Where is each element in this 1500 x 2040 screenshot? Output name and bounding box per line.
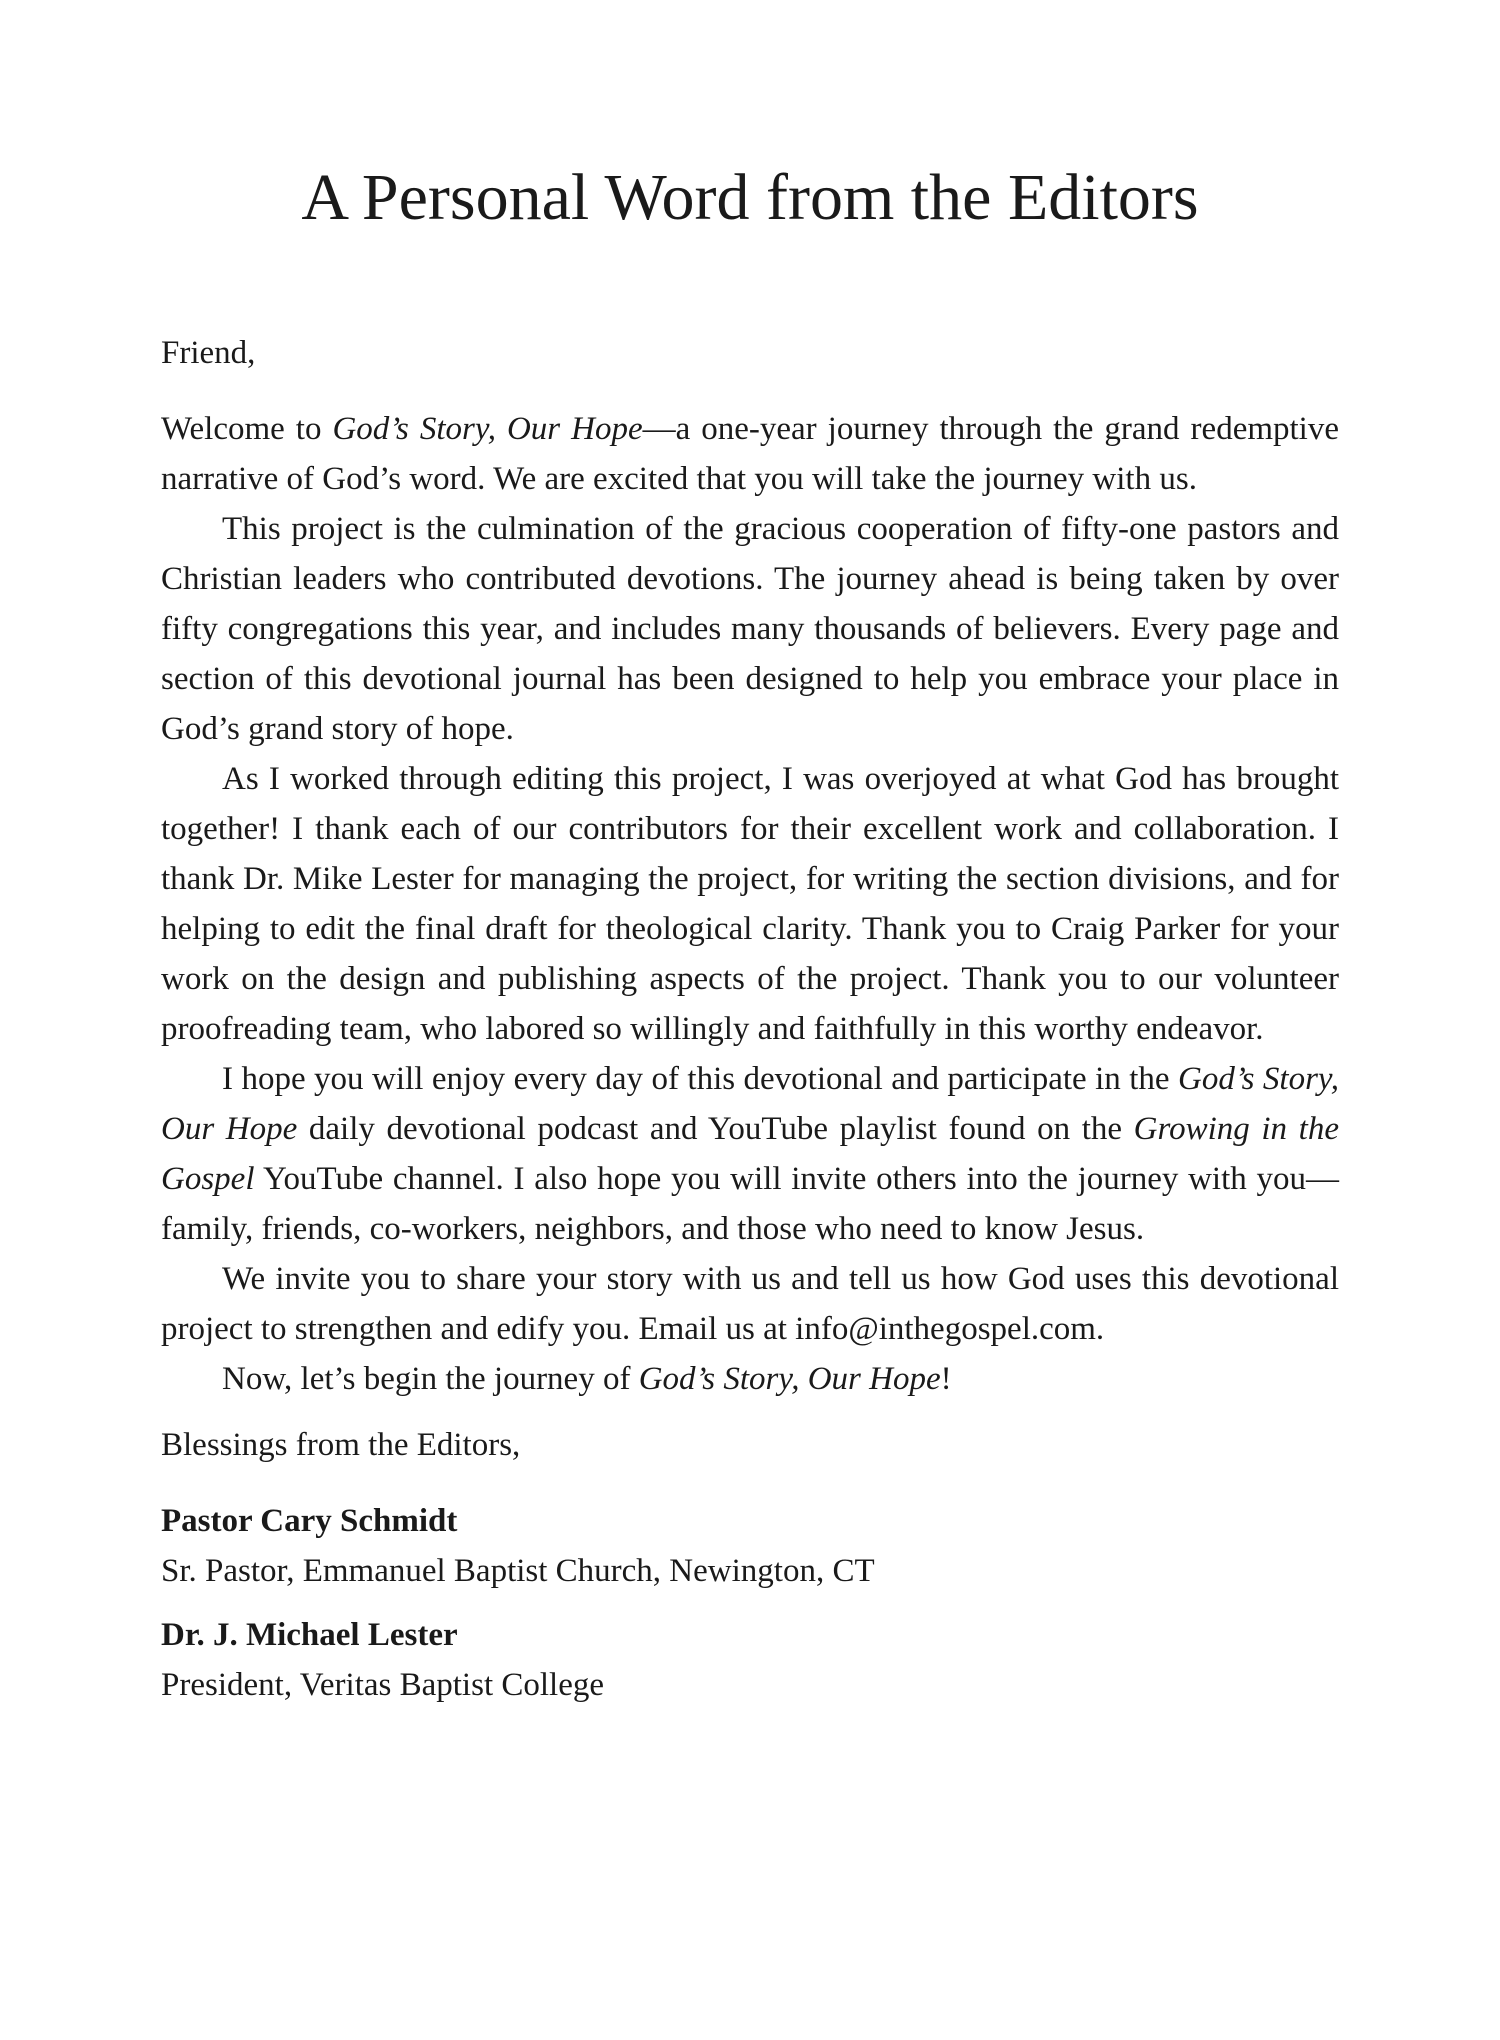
paragraph-begin-text-a: Now, let’s begin the journey of — [222, 1361, 639, 1397]
signature-role: Sr. Pastor, Emmanuel Baptist Church, Newington, CT — [161, 1553, 875, 1589]
signature-name: Dr. J. Michael Lester — [161, 1617, 458, 1653]
paragraph-welcome-text-c: —a one-year journey through the grand redemptive narrative of God’s word. We are excited that you will take the journey with us. — [161, 411, 1339, 497]
paragraph-thanks: As I worked through editing this project, I was overjoyed at what God has brought together! I thank each of our contributors for their excellent work and collaboration. I thank Dr. Mike Lester for managing the project, for writing the section divisions, and for helping to edit the final draft for theological clarity. Thank you to Craig Parker for your work on the design and publishing aspects of the project. Thank you to our volunteer proofreading team, who labored so willingly and faithfully in this worthy endeavor. — [161, 761, 1339, 1047]
signature-block — [161, 1496, 1339, 1596]
paragraph-begin-text-c: ! — [940, 1361, 952, 1397]
channel-name-italic: Growing in the Gospel — [161, 1111, 1339, 1197]
paragraph-welcome — [161, 404, 1339, 504]
book-title-italic: God’s Story, Our Hope — [332, 411, 643, 447]
signature-block — [161, 1610, 1339, 1710]
book-title-italic: God’s Story, Our Hope — [161, 1061, 1339, 1147]
salutation: Friend, — [161, 335, 256, 371]
letter-body — [161, 328, 1339, 1724]
paragraph-podcast — [161, 1054, 1339, 1254]
closing-line: Blessings from the Editors, — [161, 1427, 521, 1463]
paragraph-welcome-text-a: Welcome to — [161, 411, 333, 447]
paragraph-project: This project is the culmination of the gracious cooperation of fifty-one pastors and Christian leaders who contributed devotions. The journey ahead is being taken by over fifty congregations this year, and includes many thousands of believers. Every page and section of this devotional journal has been designed to help you embrace your place in God’s grand story of hope. — [161, 511, 1339, 747]
paragraph-podcast-text-c: daily devotional podcast and YouTube playlist found on the — [297, 1111, 1134, 1147]
paragraph-begin — [161, 1354, 1339, 1404]
page-title: A Personal Word from the Editors — [301, 161, 1199, 234]
book-title-italic: God’s Story, Our Hope — [638, 1361, 941, 1397]
signature-role: President, Veritas Baptist College — [161, 1667, 605, 1703]
paragraph-podcast-text-a: I hope you will enjoy every day of this devotional and participate in the — [222, 1061, 1179, 1097]
signature-name: Pastor Cary Schmidt — [161, 1503, 458, 1539]
paragraph-podcast-text-e: YouTube channel. I also hope you will invite others into the journey with you—family, friends, co-workers, neighbors, and those who need to know Jesus. — [161, 1161, 1339, 1247]
paragraph-invite: We invite you to share your story with us and tell us how God uses this devotional project to strengthen and edify you. Email us at info@inthegospel.com. — [161, 1261, 1339, 1347]
